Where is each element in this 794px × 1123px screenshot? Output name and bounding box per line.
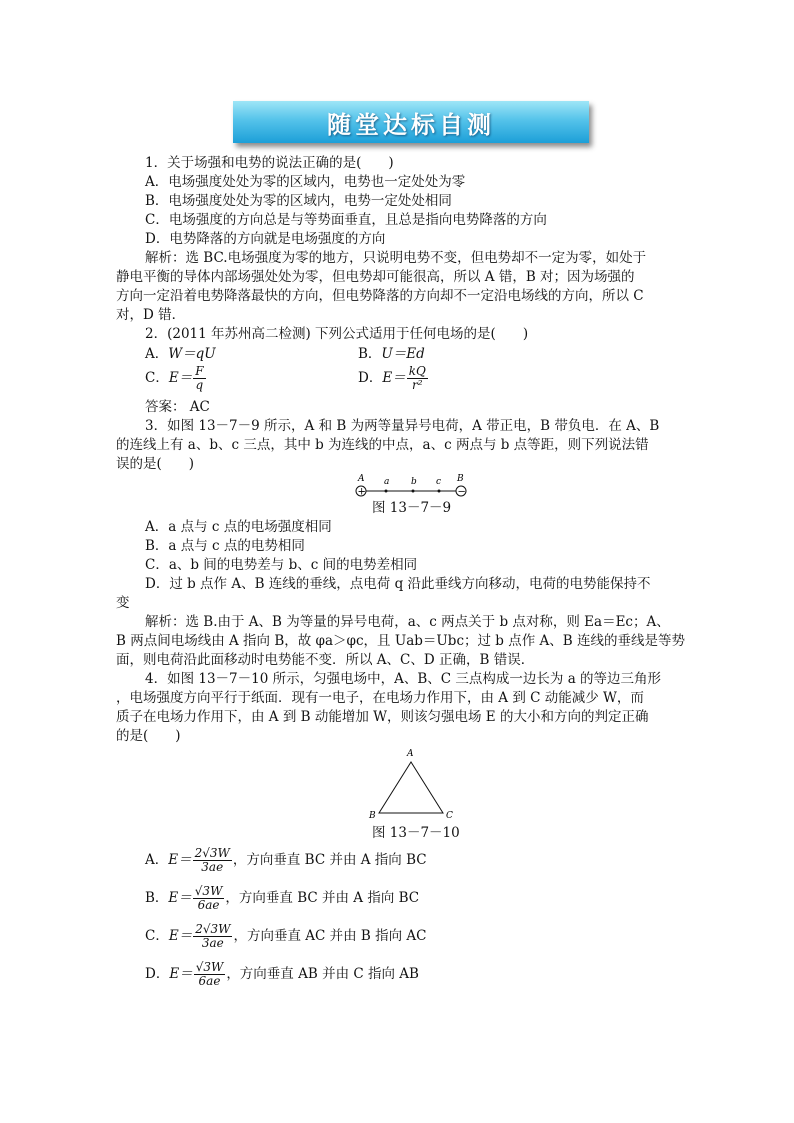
q3-stem-line: 的连线上有 a、b、c 三点，其中 b 为连线的中点，a、c 两点与 b 点等距，则下列说法错: [116, 437, 649, 453]
figure-caption: 图 13－7－9: [372, 500, 452, 516]
q4-stem-line: 的是( ): [116, 728, 181, 744]
q2-option-c: C．E＝ $\frac{F}{q}$: [145, 364, 204, 392]
q1-analysis-line: 对，D 错．: [116, 307, 186, 323]
fraction: $\frac{kQ}{\text{r²}}$: [408, 364, 426, 392]
q2-option-d: D．E＝ $\frac{kQ}{\text{r²}}$: [358, 364, 426, 392]
point-a: [385, 490, 388, 493]
q4-stem-line: ，电场强度方向平行于纸面．现有一电子，在电场力作用下，由 A 到 C 动能减少 W，而: [116, 690, 644, 706]
q1-option-c: C．电场强度的方向总是与等势面垂直，且总是指向电势降落的方向: [145, 212, 547, 228]
q3-analysis-line: 解析：选 B.由于 A、B 为等量的异号电荷，a、c 两点关于 b 点对称，则 Ea＝Ec；A、: [145, 614, 670, 630]
q3-analysis-line: 面，则电荷沿此面移动时电势能不变．所以 A、C、D 正确，B 错误．: [116, 652, 535, 668]
label-B: B: [457, 474, 464, 484]
q1-option-d: D．电势降落的方向就是电场强度的方向: [145, 231, 386, 247]
q1-analysis-line: 解析：选 BC.电场强度为零的地方，只说明电势不变，但电势却不一定为零，如处于: [145, 250, 647, 266]
q2-option-a: A．W＝qU: [145, 346, 216, 362]
q3-analysis-line: B 两点间电场线由 A 指向 B，故 φa＞φc，且 Uab＝Ubc；过 b 点作 A、B 连线的垂线是等势: [116, 633, 685, 649]
label-A: A: [358, 474, 365, 484]
label-b: b: [411, 477, 417, 487]
q4-stem-line: 质子在电场力作用下，由 A 到 B 动能增加 W，则该匀强电场 E 的大小和方向的判定正确: [116, 709, 649, 725]
q4-option-d: D．E＝ $\frac{√3W}{6ae}$ ，方向垂直 AB 并由 C 指向 AB: [145, 960, 419, 988]
banner-title: 随堂达标自测: [327, 110, 495, 139]
fraction: $\frac{√3W}{6ae}$: [194, 884, 223, 912]
q2-stem: 2．(2011 年苏州高二检测) 下列公式适用于任何电场的是( ): [145, 326, 529, 342]
q1-option-b: B．电场强度处处为零的区域内，电势一定处处相同: [145, 193, 452, 209]
figure-13-7-9: [350, 472, 470, 500]
vertex-label-B: B: [369, 811, 376, 821]
label-c: c: [436, 477, 442, 487]
q4-option-c: C．E＝ $\frac{2√3W}{3ae}$ ，方向垂直 AC 并由 B 指向 AC: [145, 922, 427, 950]
fraction: $\frac{2√3W}{3ae}$: [195, 922, 231, 950]
minus-sign: −: [457, 486, 466, 498]
figure-caption: 图 13－7－10: [372, 825, 460, 841]
equilateral-triangle: [379, 762, 443, 813]
fraction: $\frac{√3W}{6ae}$: [195, 960, 224, 988]
section-banner: [233, 101, 589, 143]
point-b: [412, 490, 415, 493]
q1-stem: 1．关于场强和电势的说法正确的是( ): [145, 155, 394, 171]
q3-stem-line: 3．如图 13－7－9 所示，A 和 B 为两等量异号电荷，A 带正电，B 带负电．在 A、B: [145, 418, 660, 434]
q3-option-a: A．a 点与 c 点的电场强度相同: [145, 519, 332, 535]
label-a: a: [384, 477, 390, 487]
q4-stem-line: 4．如图 13－7－10 所示，匀强电场中，A、B、C 三点构成一边长为 a 的等边三角形: [145, 671, 662, 687]
q1-analysis-line: 方向一定沿着电势降落最快的方向，但电势降落的方向却不一定沿电场线的方向，所以 C: [116, 288, 644, 304]
q4-option-b: B．E＝ $\frac{√3W}{6ae}$ ，方向垂直 BC 并由 A 指向 BC: [145, 884, 420, 912]
plus-sign: +: [357, 486, 366, 498]
fraction: $\frac{F}{q}$: [195, 364, 204, 392]
q3-option-c: C．a、b 间的电势差与 b、c 间的电势差相同: [145, 557, 418, 573]
q2-answer: 答案： AC: [145, 399, 210, 415]
q3-stem-line: 误的是( ): [116, 456, 195, 472]
figure-13-7-10: [362, 744, 462, 824]
q3-option-d-cont: 变: [116, 595, 130, 611]
vertex-label-C: C: [446, 811, 453, 821]
point-c: [438, 490, 441, 493]
q2-option-b: B．U＝Ed: [358, 346, 425, 362]
q3-option-b: B．a 点与 c 点的电势相同: [145, 538, 305, 554]
q3-option-d: D．过 b 点作 A、B 连线的垂线，点电荷 q 沿此垂线方向移动，电荷的电势能保持不: [145, 576, 651, 592]
fraction: $\frac{2√3W}{3ae}$: [194, 846, 230, 874]
q1-option-a: A．电场强度处处为零的区域内，电势也一定处处为零: [145, 174, 466, 190]
q1-analysis-line: 静电平衡的导体内部场强处处为零，但电势却可能很高，所以 A 错，B 对；因为场强的: [116, 269, 635, 285]
vertex-label-A: A: [407, 749, 414, 759]
q4-option-a: A．E＝ $\frac{2√3W}{3ae}$ ，方向垂直 BC 并由 A 指向 BC: [145, 846, 427, 874]
